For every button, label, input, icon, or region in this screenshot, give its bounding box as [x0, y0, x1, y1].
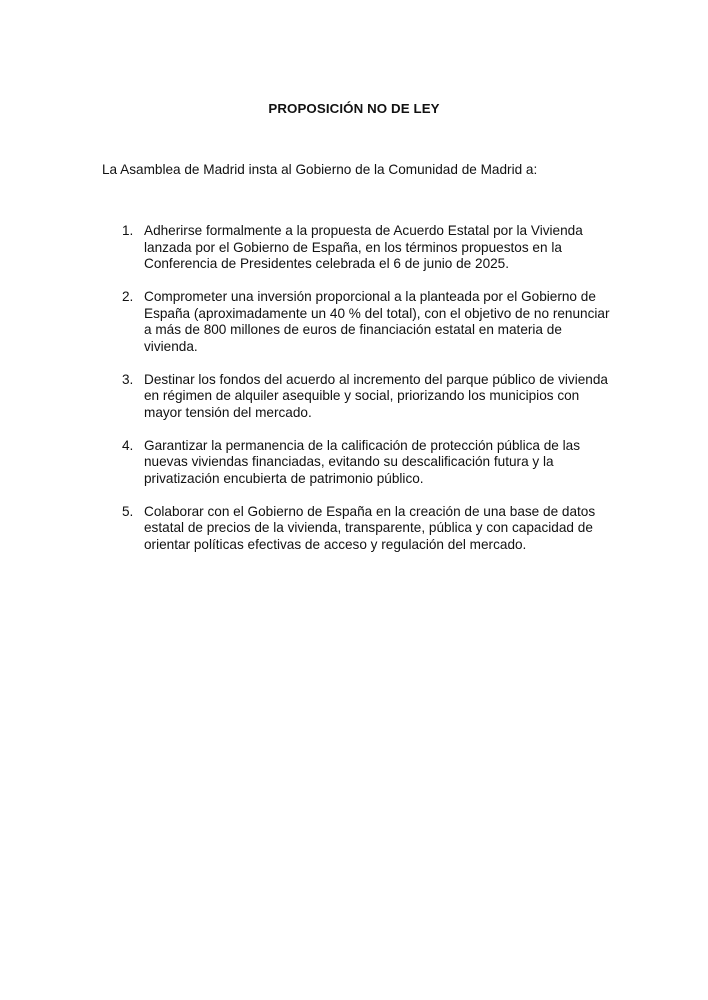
- list-item-number: 1.: [122, 223, 134, 238]
- list-item-text: Comprometer una inversión proporcional a la planteada por el Gobierno de España (aproximadamente un 40 % del total), con el objetivo de no renunciar a más de 800 millones de euros de financiación estatal en materia de vivienda.: [144, 289, 610, 354]
- list-item-text: Adherirse formalmente a la propuesta de Acuerdo Estatal por la Vivienda lanzada por el Gobierno de España, en los términos propuestos en la Conferencia de Presidentes celebrada el 6 de junio de 2025.: [144, 223, 583, 271]
- list-item-number: 3.: [122, 371, 134, 387]
- intro-paragraph: La Asamblea de Madrid insta al Gobierno de la Comunidad de Madrid a:: [102, 162, 538, 177]
- list-item: [102, 223, 622, 273]
- list-item-text: Destinar los fondos del acuerdo al incremento del parque público de vivienda en régimen de alquiler asequible y social, priorizando los municipios con mayor tensión del mercado.: [144, 371, 608, 420]
- list-item-number: 5.: [122, 503, 134, 519]
- list-item-text: Garantizar la permanencia de la calificación de protección pública de las nuevas viviendas financiadas, evitando su descalificación futura y la privatización encubierta de patrimonio público.: [144, 437, 581, 486]
- list-item-number: 2.: [122, 289, 134, 304]
- document-title: PROPOSICIÓN NO DE LEY: [268, 101, 440, 116]
- list-item-number: 4.: [122, 437, 134, 453]
- list-item: [102, 438, 622, 488]
- list-item: [102, 372, 622, 422]
- list-item-text: Colaborar con el Gobierno de España en la creación de una base de datos estatal de precios de la vivienda, transparente, pública y con capacidad de orientar políticas efectivas de acceso y regulación del mercado.: [144, 503, 596, 552]
- list-item: [102, 289, 622, 355]
- proposal-list: [102, 223, 622, 570]
- list-item: [102, 504, 622, 554]
